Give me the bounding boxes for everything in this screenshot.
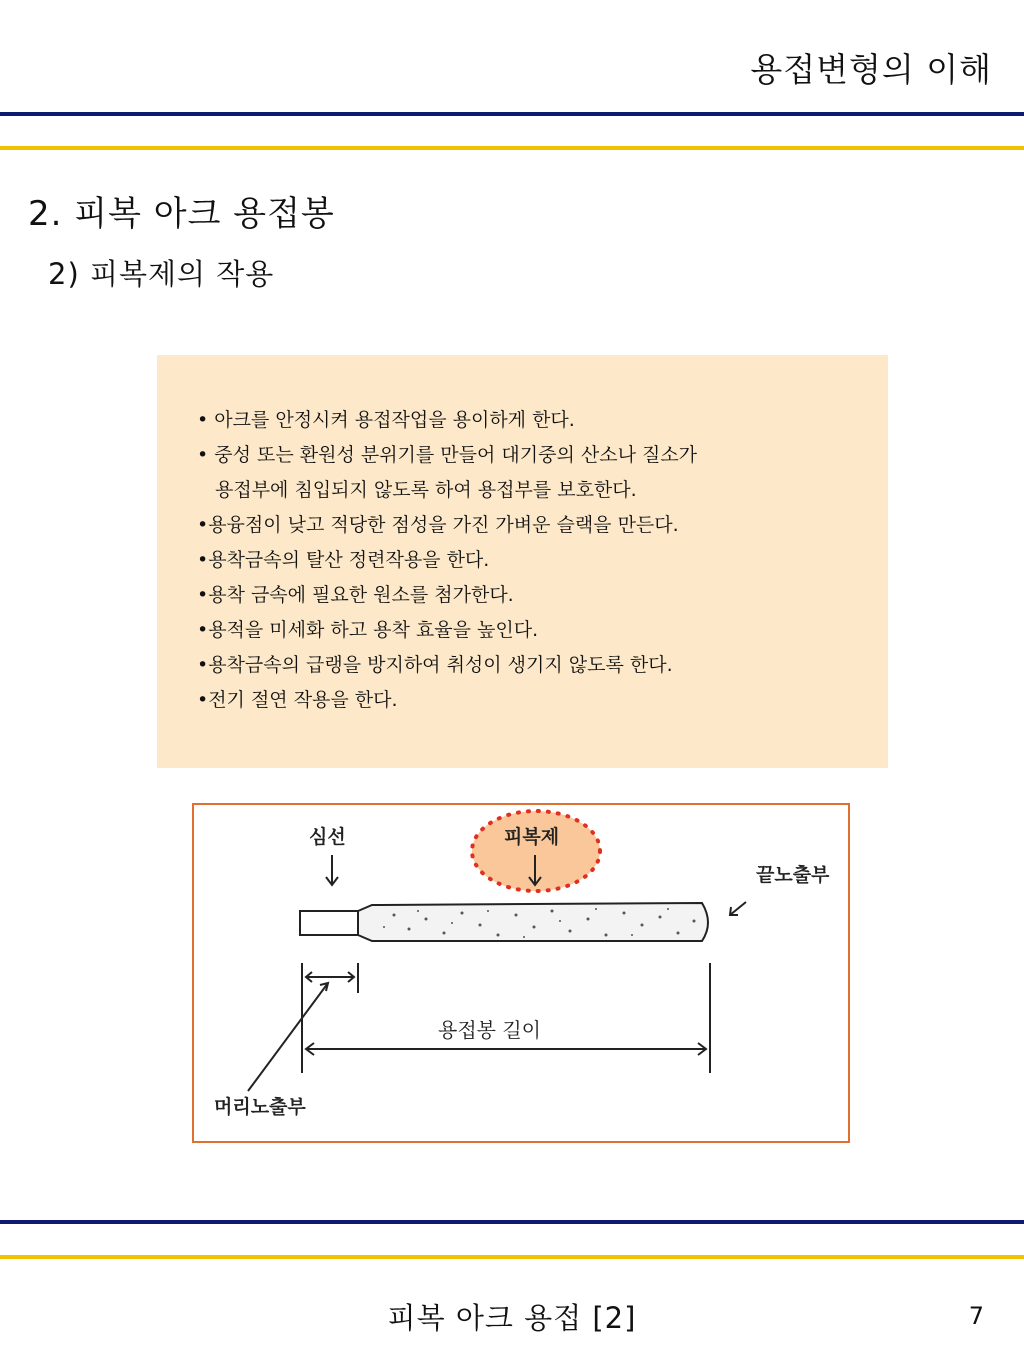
list-item: •용적을 미세화 하고 용착 효율을 높인다. (197, 619, 539, 641)
list-item: •전기 절연 작용을 한다. (197, 689, 398, 711)
list-item: • 중성 또는 환원성 분위기를 만들어 대기중의 산소나 질소가 (197, 444, 698, 466)
footer-rule-navy (0, 1220, 1024, 1224)
list-item: • 아크를 안정시켜 용접작업을 용이하게 한다. (197, 409, 575, 431)
coating-functions-box (157, 355, 888, 768)
head-exposed-label: 머리노출부 (214, 1096, 306, 1118)
list-item: •용착금속의 탈산 정련작용을 한다. (197, 549, 490, 571)
page-header-title: 용접변형의 이해 (750, 50, 992, 89)
core-wire-end (300, 911, 358, 935)
length-label: 용접봉 길이 (438, 1018, 541, 1042)
electrode-diagram-svg (194, 805, 848, 1141)
tip-exposed-label: 끝노출부 (756, 864, 830, 886)
list-item: •용착금속의 급랭을 방지하여 취성이 생기지 않도록 한다. (197, 654, 673, 676)
section-subtitle: 2) 피복제의 작용 (48, 257, 275, 291)
header-rule-gold (0, 146, 1024, 150)
section-title: 2. 피복 아크 용접봉 (28, 194, 335, 234)
list-item: 용접부에 침입되지 않도록 하여 용접부를 보호한다. (215, 479, 637, 501)
coating-functions-list (197, 403, 697, 718)
core-wire-label: 심선 (309, 826, 346, 848)
electrode-diagram (192, 803, 850, 1143)
header-rule-navy (0, 112, 1024, 116)
coating-label: 피복제 (504, 826, 560, 848)
core-wire-arrow (326, 855, 338, 885)
page-number: 7 (968, 1302, 984, 1330)
electrode-rod (300, 903, 708, 941)
tip-exposed-arrow (730, 902, 746, 915)
list-item: •용착 금속에 필요한 원소를 첨가한다. (197, 584, 514, 606)
list-item: •용융점이 낮고 적당한 점성을 가진 가벼운 슬랙을 만든다. (197, 514, 679, 536)
coated-section (358, 903, 708, 941)
footer-rule-gold (0, 1255, 1024, 1259)
footer-title: 피복 아크 용접 [2] (387, 1301, 637, 1335)
